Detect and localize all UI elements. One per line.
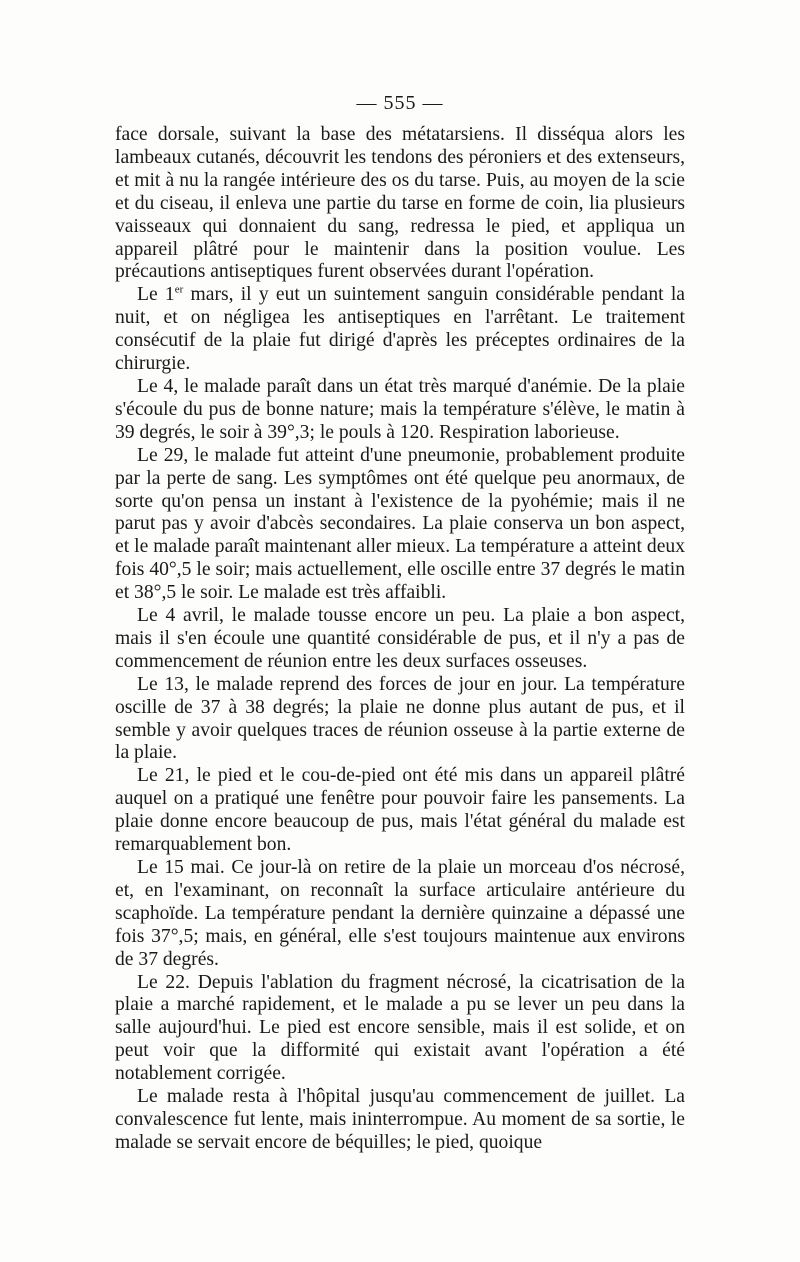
paragraph-p1-rest: mars, il y eut un suintement sanguin considérable pendant la nuit, et on négligea les antiseptiques en l'arrêtant. Le traitement consécutif de la plaie fut dirigé d'après les préceptes ordinaires de la chirurgie. bbox=[115, 284, 685, 375]
paragraph-p1 bbox=[115, 284, 685, 376]
page-number: — 555 — bbox=[356, 92, 444, 114]
paragraph-p3: Le 29, le malade fut atteint d'une pneumonie, probablement produite par la perte de sang. Les symptômes ont été quelque peu anormaux, de sorte qu'on pensa un instant à l'existence de la pyohémie; mais il ne parut pas y avoir d'abcès secondaires. La plaie conserva un bon aspect, et le malade paraît maintenant aller mieux. La température a atteint deux fois 40°,5 le soir; mais actuellement, elle oscille entre 37 degrés le matin et 38°,5 le soir. Le malade est très affaibli. bbox=[115, 444, 685, 604]
paragraph-p4: Le 4 avril, le malade tousse encore un peu. La plaie a bon aspect, mais il s'en écoule une quantité considérable de pus, et il n'y a pas de commencement de réunion entre les deux surfaces osseuses. bbox=[115, 605, 685, 672]
paragraph-p2: Le 4, le malade paraît dans un état très marqué d'anémie. De la plaie s'écoule du pus de bonne nature; mais la température s'élève, le matin à 39 degrés, le soir à 39°,3; le pouls à 120. Respiration laborieuse. bbox=[115, 375, 685, 443]
paragraph-p8: Le 22. Depuis l'ablation du fragment nécrosé, la cicatrisation de la plaie a marché rapidement, et le malade a pu se lever un peu dans la salle aujourd'hui. Le pied est encore sensible, mais il est solide, et on peut voir que la difformité qui existait avant l'opération a été notablement corrigée. bbox=[115, 971, 685, 1085]
body-text bbox=[115, 124, 685, 1155]
paragraph-p7: Le 15 mai. Ce jour-là on retire de la plaie un morceau d'os nécrosé, et, en l'examinant, on reconnaît la surface articulaire antérieure du scaphoïde. La température pendant la dernière quinzaine a dépassé une fois 37°,5; mais, en général, elle s'est toujours maintenue aux environs de 37 degrés. bbox=[115, 857, 685, 970]
paragraph-p1-start: Le 1 bbox=[137, 284, 175, 306]
paragraph-p9: Le malade resta à l'hôpital jusqu'au commencement de juillet. La convalescence fut lente, mais ininterrompue. Au moment de sa sortie, le malade se servait encore de béquilles; le pied, quoique bbox=[115, 1086, 685, 1153]
paragraph-p6: Le 21, le pied et le cou-de-pied ont été mis dans un appareil plâtré auquel on a pratiqué une fenêtre pour pouvoir faire les pansements. La plaie donne encore beaucoup de pus, mais l'état général du malade est remarquablement bon. bbox=[115, 765, 685, 856]
ordinal-superscript: er bbox=[174, 283, 184, 296]
paragraph-p5: Le 13, le malade reprend des forces de jour en jour. La température oscille de 37 à 38 degrés; la plaie ne donne plus autant de pus, et il semble y avoir quelques traces de réunion osseuse à la partie externe de la plaie. bbox=[115, 673, 685, 764]
paragraph-p0: face dorsale, suivant la base des métatarsiens. Il disséqua alors les lambeaux cutanés, découvrit les tendons des péroniers et des extenseurs, et mit à nu la rangée intérieure des os du tarse. Puis, au moyen de la scie et du ciseau, il enleva une partie du tarse en forme de coin, lia plusieurs vaisseaux qui donnaient du sang, redressa le pied, et appliqua un appareil plâtré pour le maintenir dans la position voulue. Les précautions antiseptiques furent observées durant l'opération. bbox=[115, 124, 685, 283]
